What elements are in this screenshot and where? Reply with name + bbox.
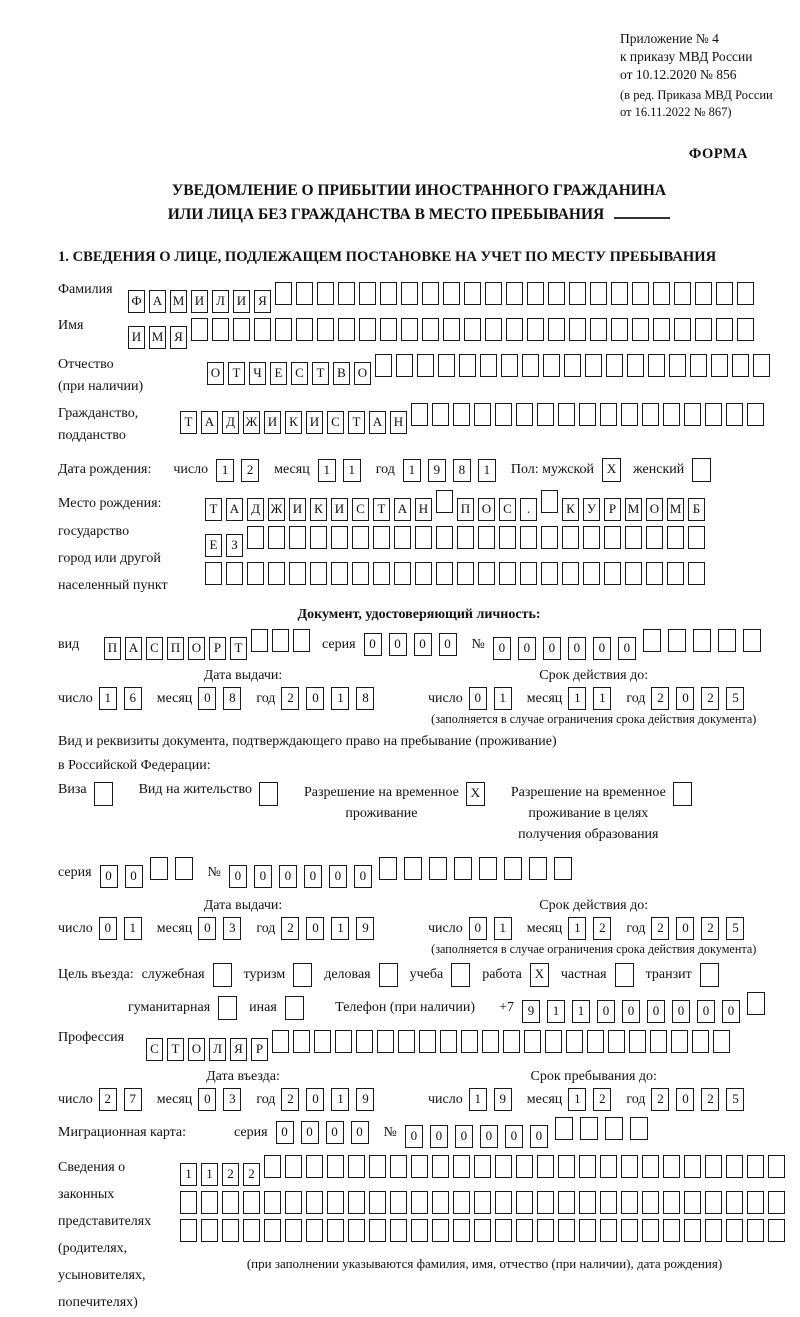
temp-residence-option [304,782,489,824]
stay-until-col [428,1069,759,1111]
stay-doc-expiry-date: число 0 1 месяц 1 2 год 2 0 2 5 [428,917,759,940]
stay-doc-dates-block [58,898,780,957]
sex-male-checkbox[interactable]: X [602,458,625,482]
purpose-study-checkbox[interactable] [451,963,474,987]
profession-row [58,1030,780,1061]
entry-date-heading: Дата въезда: [206,1069,280,1085]
purpose-work-label: работа [482,967,522,983]
citizenship-cells[interactable]: Т А Д Ж И К И С Т А Н [180,403,768,434]
purpose-official-label: служебная [141,967,205,983]
entry-year-cells[interactable]: 2 0 1 9 [281,1088,381,1111]
stay-doc-expiry-col [428,898,759,957]
form-title-line2: ИЛИ ЛИЦА БЕЗ ГРАЖДАНСТВА В МЕСТО ПРЕБЫВАНИЯ [58,203,780,227]
stay-doc-issue-col [58,898,428,957]
visa-option [58,782,117,806]
stay-until-month-cells[interactable]: 1 2 [568,1088,618,1111]
patronymic-row [58,354,780,397]
identity-doc-row [58,629,780,660]
doc-expiry-year-cells[interactable]: 2 0 2 5 [651,687,751,710]
migration-card-label: Миграционная карта: [58,1124,187,1140]
purpose-private-checkbox[interactable] [615,963,638,987]
representatives-rows [180,1155,789,1272]
stay-doc-issue-heading: Дата выдачи: [203,898,283,914]
birthplace-row1-cells[interactable]: Т А Д Ж И К И С Т А Н П О С . К У Р М О М Б [205,490,709,521]
purpose-business-label: деловая [324,967,371,983]
representatives-label: Сведения о законных представителях (родителях, усыновителях, попечителях) [58,1160,152,1310]
profession-cells[interactable]: С Т О Л Я Р [146,1030,734,1061]
representatives-row2-cells[interactable] [180,1191,789,1214]
entry-month-cells[interactable]: 0 3 [198,1088,248,1111]
stay-doc-expiry-month-cells[interactable]: 1 2 [568,917,618,940]
residence-permit-checkbox[interactable] [259,782,282,806]
representatives-row3-cells[interactable] [180,1219,789,1242]
representatives-row1-cells[interactable]: 1 1 2 2 [180,1155,789,1186]
purpose-transit-checkbox[interactable] [700,963,723,987]
title-underline [614,216,670,219]
doc-series-cells[interactable]: 0 0 0 0 [364,633,464,656]
stay-doc-expiry-year-cells[interactable]: 2 0 2 5 [651,917,751,940]
purpose-row2 [128,992,780,1023]
birth-date-row [58,458,780,482]
stay-doc-expiry-day-cells[interactable]: 0 1 [469,917,519,940]
name-cells[interactable]: И М Я [128,318,758,349]
form-title-line1: УВЕДОМЛЕНИЕ О ПРИБЫТИИ ИНОСТРАННОГО ГРАЖДАНИНА [171,182,667,200]
doc-expiry-day-cells[interactable]: 0 1 [469,687,519,710]
doc-expiry-date: число 0 1 месяц 1 1 год 2 0 2 5 [428,687,759,710]
entry-date-col [58,1069,428,1111]
temp-residence-edu-checkbox[interactable] [673,782,696,806]
doc-issue-day-cells[interactable]: 1 6 [99,687,149,710]
stay-doc-series-cells[interactable]: 0 0 [100,857,200,888]
entry-date: число 2 7 месяц 0 3 год 2 0 1 9 [58,1088,428,1111]
doc-number-cells[interactable]: 0 0 0 0 0 0 [493,629,768,660]
name-row [58,318,780,349]
name-label: Имя [58,318,84,334]
visa-checkbox[interactable] [94,782,117,806]
doc-issue-col [58,668,428,727]
surname-row [58,282,780,313]
birthplace-row3-cells[interactable] [205,562,709,585]
birthplace-block [58,490,780,599]
stay-doc-text1: Вид и реквизиты документа, подтверждающего право на пребывание (проживание) [58,734,557,750]
header-edit-line: от 16.11.2022 № 867) [620,104,732,119]
visa-label: Виза [58,782,87,798]
header-edit-line: (в ред. Приказа МВД России [620,88,773,103]
birth-year-cells[interactable]: 1 9 8 1 [403,459,503,482]
purpose-humanitarian-label: гуманитарная [128,999,211,1015]
entry-day-cells[interactable]: 2 7 [99,1088,149,1111]
residence-permit-option [139,782,282,806]
birth-day-cells[interactable]: 1 2 [216,459,266,482]
temp-residence-edu-option [511,782,696,845]
day-label: число [173,462,209,478]
stay-until-year-cells[interactable]: 2 0 2 5 [651,1088,751,1111]
doc-dates-block [58,668,780,727]
doc-expiry-note: (заполняется в случае ограничения срока действия документа) [431,712,757,727]
birthplace-row2-cells[interactable]: Е З [205,526,709,557]
month-label: месяц [274,462,310,478]
header-line: к приказу МВД России [620,48,753,64]
surname-cells[interactable]: Ф А М И Л И Я [128,282,758,313]
phone-label: Телефон (при наличии) [335,999,475,1015]
section1-heading: 1. СВЕДЕНИЯ О ЛИЦЕ, ПОДЛЕЖАЩЕМ ПОСТАНОВКЕ НА УЧЕТ ПО МЕСТУ ПРЕБЫВАНИЯ [58,249,717,266]
header-line: от 10.12.2020 № 856 [620,66,737,82]
stay-until-day-cells[interactable]: 1 9 [469,1088,519,1111]
doc-issue-date: число 1 6 месяц 0 8 год 2 0 1 8 [58,687,428,710]
stay-doc-issue-month-cells[interactable]: 0 3 [198,917,248,940]
representatives-caption: (при заполнении указываются фамилия, имя, отчество (при наличии), дата рождения) [246,1256,723,1272]
stay-doc-series-label: серия [58,864,92,880]
purpose-tourism-label: туризм [243,967,286,983]
purpose-other-checkbox[interactable] [285,996,308,1020]
stay-until-heading: Срок пребывания до: [530,1069,657,1085]
doc-issue-year-cells[interactable]: 2 0 1 8 [281,687,381,710]
birthplace-rows [205,490,709,590]
doc-expiry-month-cells[interactable]: 1 1 [568,687,618,710]
residence-permit-label: Вид на жительство [138,782,252,798]
birthplace-label: Место рождения: государство город или другой населенный пункт [58,496,168,594]
purpose-humanitarian-checkbox[interactable] [218,996,241,1020]
sex-female-label: женский [633,462,685,478]
temp-residence-edu-label: Разрешение на временное проживание в целях получения образования [510,785,666,843]
doc-series-label: серия [322,636,356,652]
patronymic-cells[interactable]: О Т Ч Е С Т В О [207,354,774,385]
year-label: год [375,462,395,478]
birth-month-cells[interactable]: 1 1 [318,459,368,482]
doc-issue-heading: Дата выдачи: [203,668,283,684]
citizenship-row [58,403,780,446]
purpose-row1 [58,963,780,987]
citizenship-label: Гражданство, подданство [58,405,139,443]
purpose-private-label: частная [560,967,607,983]
purpose-other-label: иная [249,999,277,1015]
stay-doc-issue-date: число 0 1 месяц 0 3 год 2 0 1 9 [58,917,428,940]
stay-doc-issue-year-cells[interactable]: 2 0 1 9 [281,917,381,940]
purpose-official-checkbox[interactable] [213,963,236,987]
form-marker: ФОРМА [688,146,748,163]
purpose-tourism-checkbox[interactable] [293,963,316,987]
birth-date-label: Дата рождения: [58,462,152,478]
temp-residence-label: Разрешение на временное проживание [303,785,459,822]
doc-expiry-col [428,668,759,727]
form-title [58,179,780,227]
stay-doc-number-cells[interactable]: 0 0 0 0 0 0 [229,857,579,888]
representatives-block [58,1155,780,1316]
sex-male-label: Пол: мужской [510,462,595,478]
migration-series-cells[interactable]: 0 0 0 0 [276,1121,376,1144]
purpose-label: Цель въезда: [58,967,134,983]
migration-card-row [58,1117,780,1148]
purpose-work-checkbox[interactable]: X [530,963,553,987]
stay-doc-options [58,782,780,845]
stay-doc-issue-day-cells[interactable]: 0 1 [99,917,149,940]
doc-kind-label: вид [58,636,80,652]
patronymic-label: Отчество (при наличии) [58,357,144,395]
profession-label: Профессия [58,1030,125,1046]
migration-number-cells[interactable]: 0 0 0 0 0 0 [405,1117,655,1148]
stay-doc-expiry-note: (заполняется в случае ограничения срока действия документа) [431,942,757,957]
doc-kind-cells[interactable]: П А С П О Р Т [104,629,314,660]
identity-doc-heading: Документ, удостоверяющий личность: [297,607,541,623]
header-requisites [620,30,780,120]
doc-expiry-heading: Срок действия до: [539,668,649,684]
stay-doc-series-row [58,857,780,888]
migration-series-label: серия [234,1124,268,1140]
temp-residence-checkbox[interactable]: X [466,782,489,806]
header-line: Приложение № 4 [620,31,719,46]
doc-number-label: № [471,636,485,652]
phone-cells[interactable]: 9 1 1 0 0 0 0 0 0 [522,992,772,1023]
stay-doc-expiry-heading: Срок действия до: [539,898,649,914]
migration-number-label: № [383,1124,397,1140]
surname-label: Фамилия [58,282,113,298]
purpose-study-label: учеба [409,967,444,983]
doc-issue-month-cells[interactable]: 0 8 [198,687,248,710]
stay-doc-text2: в Российской Федерации: [58,758,211,774]
sex-female-checkbox[interactable] [692,458,715,482]
stay-doc-number-label: № [207,864,221,880]
phone-prefix: +7 [499,999,514,1015]
stay-until-date: число 1 9 месяц 1 2 год 2 0 2 5 [428,1088,759,1111]
purpose-transit-label: транзит [645,967,692,983]
entry-dates-block [58,1069,780,1111]
purpose-business-checkbox[interactable] [379,963,402,987]
